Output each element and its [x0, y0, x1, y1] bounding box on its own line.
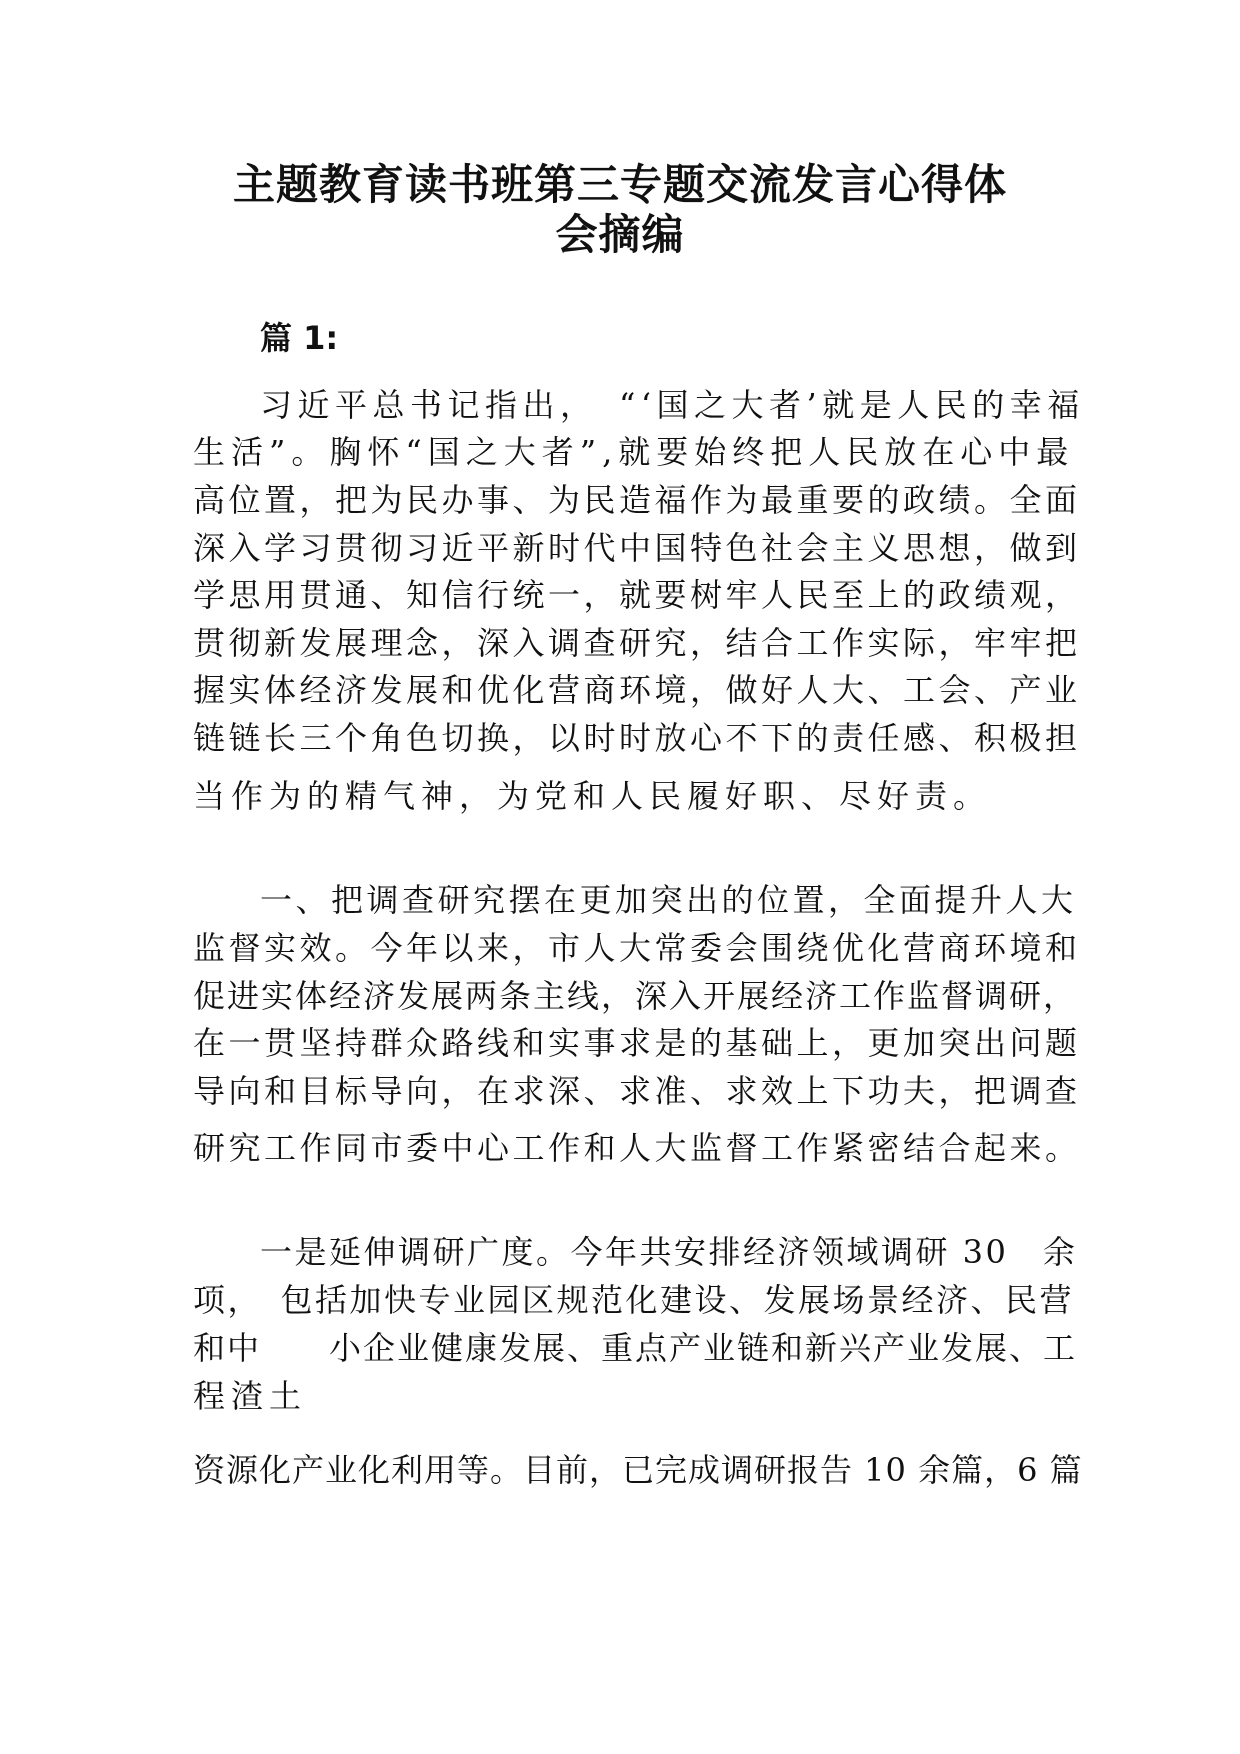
document-title-line-1: 主题教育读书班第三专题交流发言心得体: [232, 160, 1007, 209]
paragraph-3-line-3: 和中 小企业健康发展、重点产业链和新兴产业发展、工: [193, 1329, 1078, 1367]
document-title-line-2: 会摘编: [555, 210, 685, 259]
section-heading: 篇 1:: [260, 319, 339, 357]
paragraph-3-line-5: 资源化产业化利用等。目前，已完成调研报告 10 余篇，6 篇: [193, 1451, 1083, 1489]
paragraph-3-line-2: 项， 包括加快专业园区规范化建设、发展场景经济、民营: [193, 1281, 1075, 1319]
paragraph-2-line-6: 研究工作同市委中心工作和人大监督工作紧密结合起来。: [193, 1129, 1081, 1167]
paragraph-1-line-1: 习近平总书记指出， “‘国之大者’就是人民的幸福: [260, 386, 1085, 424]
paragraph-1-line-2: 生活”。胸怀“国之大者”,就要始终把人民放在心中最: [193, 433, 1075, 471]
paragraph-1-line-3: 高位置，把为民办事、为民造福作为最重要的政绩。全面: [193, 481, 1081, 519]
paragraph-1-line-5: 学思用贯通、知信行统一，就要树牢人民至上的政绩观，: [193, 576, 1081, 614]
paragraph-1-line-8: 链链长三个角色切换，以时时放心不下的责任感、积极担: [193, 719, 1081, 757]
paragraph-2-line-4: 在一贯坚持群众路线和实事求是的基础上，更加突出问题: [193, 1024, 1081, 1062]
paragraph-3-line-4: 程渣土: [193, 1377, 308, 1415]
paragraph-1-line-6: 贯彻新发展理念，深入调查研究，结合工作实际，牢牢把: [193, 624, 1081, 662]
paragraph-2-line-3: 促进实体经济发展两条主线，深入开展经济工作监督调研，: [193, 977, 1078, 1015]
paragraph-1-line-7: 握实体经济发展和优化营商环境，做好人大、工会、产业: [193, 671, 1081, 709]
paragraph-2-line-2: 监督实效。今年以来，市人大常委会围绕优化营商环境和: [193, 929, 1081, 967]
paragraph-1-line-4: 深入学习贯彻习近平新时代中国特色社会主义思想，做到: [193, 529, 1081, 567]
paragraph-3-line-1: 一是延伸调研广度。今年共安排经济领域调研 30 余: [260, 1233, 1078, 1271]
paragraph-2-line-5: 导向和目标导向，在求深、求准、求效上下功夫，把调查: [193, 1072, 1081, 1110]
paragraph-2-line-1: 一、把调查研究摆在更加突出的位置，全面提升人大: [260, 881, 1077, 919]
paragraph-1-line-9: 当作为的精气神，为党和人民履好职、尽好责。: [193, 777, 992, 815]
